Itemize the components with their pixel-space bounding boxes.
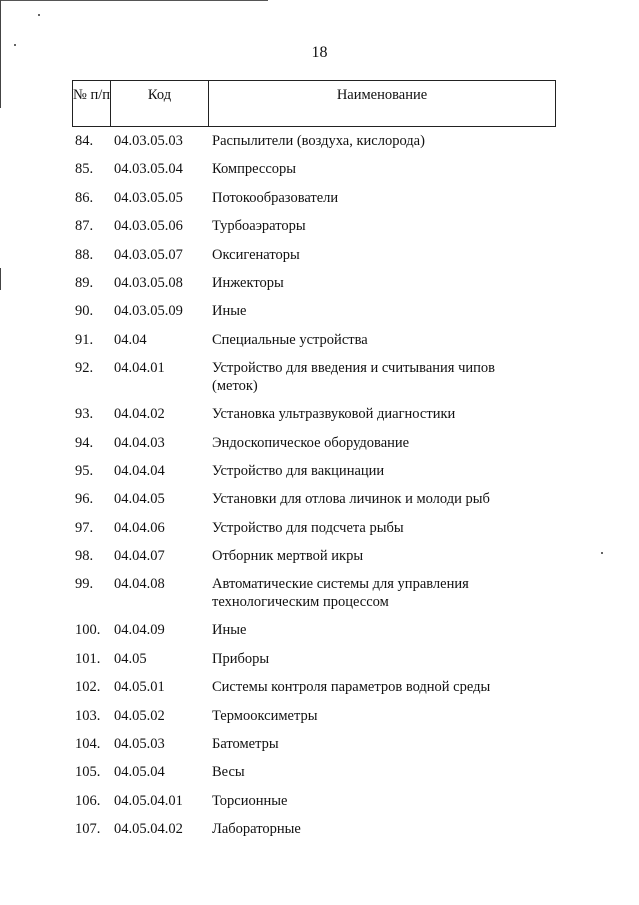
row-code: 04.04.03 xyxy=(114,434,165,451)
row-number: 107. xyxy=(75,821,101,838)
table-row xyxy=(72,730,556,758)
row-name: Термооксиметры xyxy=(212,707,318,724)
row-number: 84. xyxy=(75,133,94,149)
row-number: 90. xyxy=(75,303,94,320)
row-name: Автоматические системы для управления технологическим процессом xyxy=(212,576,469,611)
row-name: Установки для отлова личинок и молоди рыб xyxy=(212,491,490,508)
row-number: 91. xyxy=(75,331,94,348)
table-row xyxy=(72,457,556,485)
row-name: Установка ультразвуковой диагностики xyxy=(212,406,456,423)
row-name: Отборник мертвой икры xyxy=(212,548,364,565)
row-name: Распылители (воздуха, кислорода) xyxy=(212,133,425,149)
row-name: Иные xyxy=(212,303,247,320)
row-name: Лабораторные xyxy=(212,821,301,838)
row-name: Иные xyxy=(212,622,247,639)
row-code: 04.04.01 xyxy=(114,360,165,377)
row-number: 100. xyxy=(75,622,101,639)
table-row xyxy=(72,485,556,513)
table-row xyxy=(72,758,556,786)
row-code: 04.03.05.08 xyxy=(114,274,183,291)
row-name: Эндоскопическое оборудование xyxy=(212,434,410,451)
row-code: 04.04.04 xyxy=(114,462,165,479)
row-code: 04.03.05.09 xyxy=(114,303,183,320)
row-code: 04.04.08 xyxy=(114,576,165,593)
table-row xyxy=(72,673,556,701)
row-name: Торсионные xyxy=(212,792,288,809)
table-row xyxy=(72,815,556,843)
header-code: Код xyxy=(111,81,209,126)
row-number: 86. xyxy=(75,189,94,206)
page-number: 18 xyxy=(311,44,328,61)
row-code: 04.05.02 xyxy=(114,707,165,724)
row-number: 89. xyxy=(75,274,94,291)
table-row xyxy=(72,400,556,428)
row-number: 101. xyxy=(75,650,101,667)
row-code: 04.05 xyxy=(114,650,147,667)
row-name: Весы xyxy=(212,764,245,781)
row-code: 04.05.03 xyxy=(114,736,165,753)
row-number: 95. xyxy=(75,462,94,479)
row-code: 04.05.01 xyxy=(114,679,165,696)
row-code: 04.04 xyxy=(114,331,147,348)
table-header xyxy=(72,80,556,127)
row-code: 04.05.04.01 xyxy=(114,792,183,809)
row-code: 04.03.05.05 xyxy=(114,189,183,206)
table-row xyxy=(72,269,556,297)
table-row xyxy=(72,570,556,616)
table-row xyxy=(72,326,556,354)
row-name: Батометры xyxy=(212,736,279,753)
row-name: Потокообразователи xyxy=(212,189,339,206)
row-name: Приборы xyxy=(212,650,270,667)
row-number: 97. xyxy=(75,519,94,536)
header-name: Наименование xyxy=(336,87,428,103)
row-code: 04.04.02 xyxy=(114,406,165,423)
row-code: 04.04.07 xyxy=(114,548,165,565)
row-code: 04.05.04.02 xyxy=(114,821,183,838)
row-name: Турбоаэраторы xyxy=(212,218,306,235)
header-num: № п/п xyxy=(73,81,111,126)
row-code: 04.04.05 xyxy=(114,491,165,508)
table-row xyxy=(72,542,556,570)
table-row xyxy=(72,616,556,644)
row-number: 92. xyxy=(75,360,94,377)
row-name: Устройство для вакцинации xyxy=(212,462,385,479)
table-row xyxy=(72,127,556,155)
row-number: 99. xyxy=(75,576,94,593)
row-number: 103. xyxy=(75,707,101,724)
table-row xyxy=(72,645,556,673)
row-number: 93. xyxy=(75,406,94,423)
row-name: Специальные устройства xyxy=(212,331,368,348)
row-number: 88. xyxy=(75,246,94,263)
row-name: Инжекторы xyxy=(212,274,284,291)
table-row xyxy=(72,297,556,325)
row-code: 04.05.04 xyxy=(114,764,165,781)
row-name: Устройство для подсчета рыбы xyxy=(212,519,404,536)
row-number: 98. xyxy=(75,548,94,565)
row-number: 105. xyxy=(75,764,101,781)
row-code: 04.03.05.06 xyxy=(114,218,183,235)
row-number: 102. xyxy=(75,679,101,696)
row-name: Устройство для введения и считывания чипов (меток) xyxy=(212,360,495,395)
row-number: 106. xyxy=(75,792,101,809)
table-row xyxy=(72,702,556,730)
row-number: 85. xyxy=(75,161,94,178)
scan-speck xyxy=(601,552,603,554)
scan-edge-top xyxy=(0,0,268,1)
table-row xyxy=(72,184,556,212)
scan-speck xyxy=(38,14,40,16)
row-number: 94. xyxy=(75,434,94,451)
table-row xyxy=(72,241,556,269)
row-code: 04.04.06 xyxy=(114,519,165,536)
row-code: 04.04.09 xyxy=(114,622,165,639)
table-row xyxy=(72,787,556,815)
row-code: 04.03.05.03 xyxy=(114,133,183,149)
table-row xyxy=(72,514,556,542)
row-name: Компрессоры xyxy=(212,161,297,178)
table-row xyxy=(72,155,556,183)
row-number: 104. xyxy=(75,736,101,753)
table-row xyxy=(72,212,556,240)
row-name: Оксигенаторы xyxy=(212,246,300,263)
row-code: 04.03.05.07 xyxy=(114,246,183,263)
table-body xyxy=(72,127,556,844)
row-number: 96. xyxy=(75,491,94,508)
row-name: Системы контроля параметров водной среды xyxy=(212,679,491,696)
row-code: 04.03.05.04 xyxy=(114,161,183,178)
scan-edge-left-lower xyxy=(0,268,1,290)
row-number: 87. xyxy=(75,218,94,235)
table-row xyxy=(72,429,556,457)
table-row xyxy=(72,354,556,400)
